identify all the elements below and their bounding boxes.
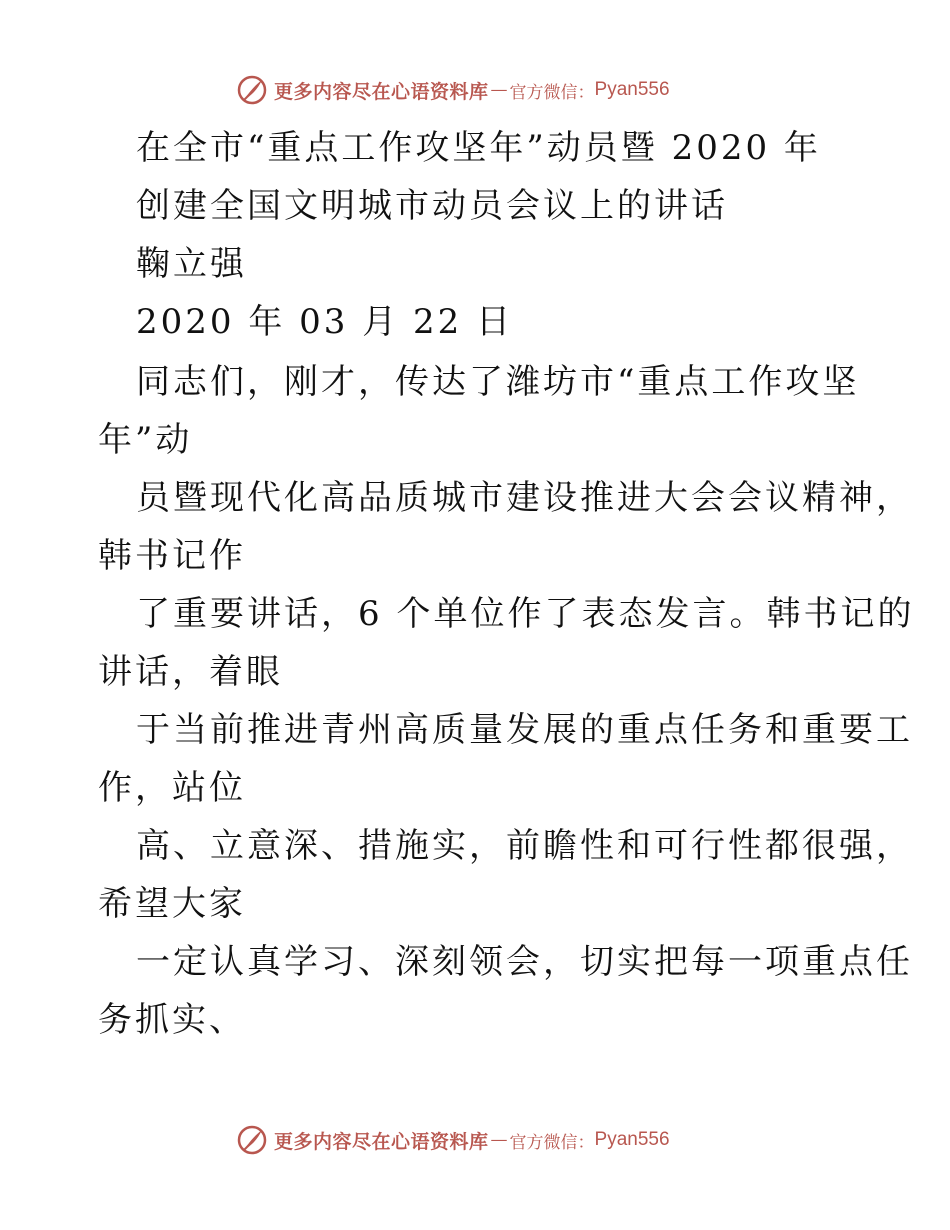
body-line: 年”动: [98, 420, 193, 460]
banner-brand-text: 更多内容尽在心语资料库: [274, 1130, 489, 1153]
body-line: 高、立意深、措施实，前瞻性和可行性都很强，: [136, 826, 913, 866]
document-title-line-2: 创建全国文明城市动员会议上的讲话: [136, 186, 728, 226]
body-line: 员暨现代化高品质城市建设推进大会会议精神，: [136, 478, 913, 518]
document-date: 2020 年 03 月 22 日: [136, 302, 514, 342]
banner-wechat-id: Pyan556: [594, 79, 670, 100]
banner-wechat-id: Pyan556: [594, 1129, 670, 1150]
banner-dash: —: [490, 80, 508, 100]
banner-wechat-label: 官方微信：: [509, 1132, 595, 1153]
footer-banner: [236, 1122, 756, 1158]
document-title-line-1: 在全市“重点工作攻坚年”动员暨 2020 年: [136, 128, 821, 168]
body-line: 于当前推进青州高质量发展的重点任务和重要工: [136, 710, 913, 750]
banner-wechat-label: 官方微信：: [509, 82, 595, 103]
quill-logo-icon: [236, 1124, 268, 1156]
body-line: 了重要讲话，6 个单位作了表态发言。韩书记的: [136, 594, 915, 634]
body-line: 务抓实、: [98, 1000, 246, 1040]
body-line: 讲话，着眼: [98, 652, 283, 692]
banner-dash: —: [490, 1130, 508, 1150]
body-line: 韩书记作: [98, 536, 246, 576]
body-line: 同志们，刚才，传达了潍坊市“重点工作攻坚: [136, 362, 860, 402]
body-line: 一定认真学习、深刻领会，切实把每一项重点任: [136, 942, 913, 982]
body-line: 希望大家: [98, 884, 246, 924]
banner-brand-text: 更多内容尽在心语资料库: [274, 80, 489, 103]
body-line: 作，站位: [98, 768, 246, 808]
document-author: 鞠立强: [136, 244, 247, 284]
